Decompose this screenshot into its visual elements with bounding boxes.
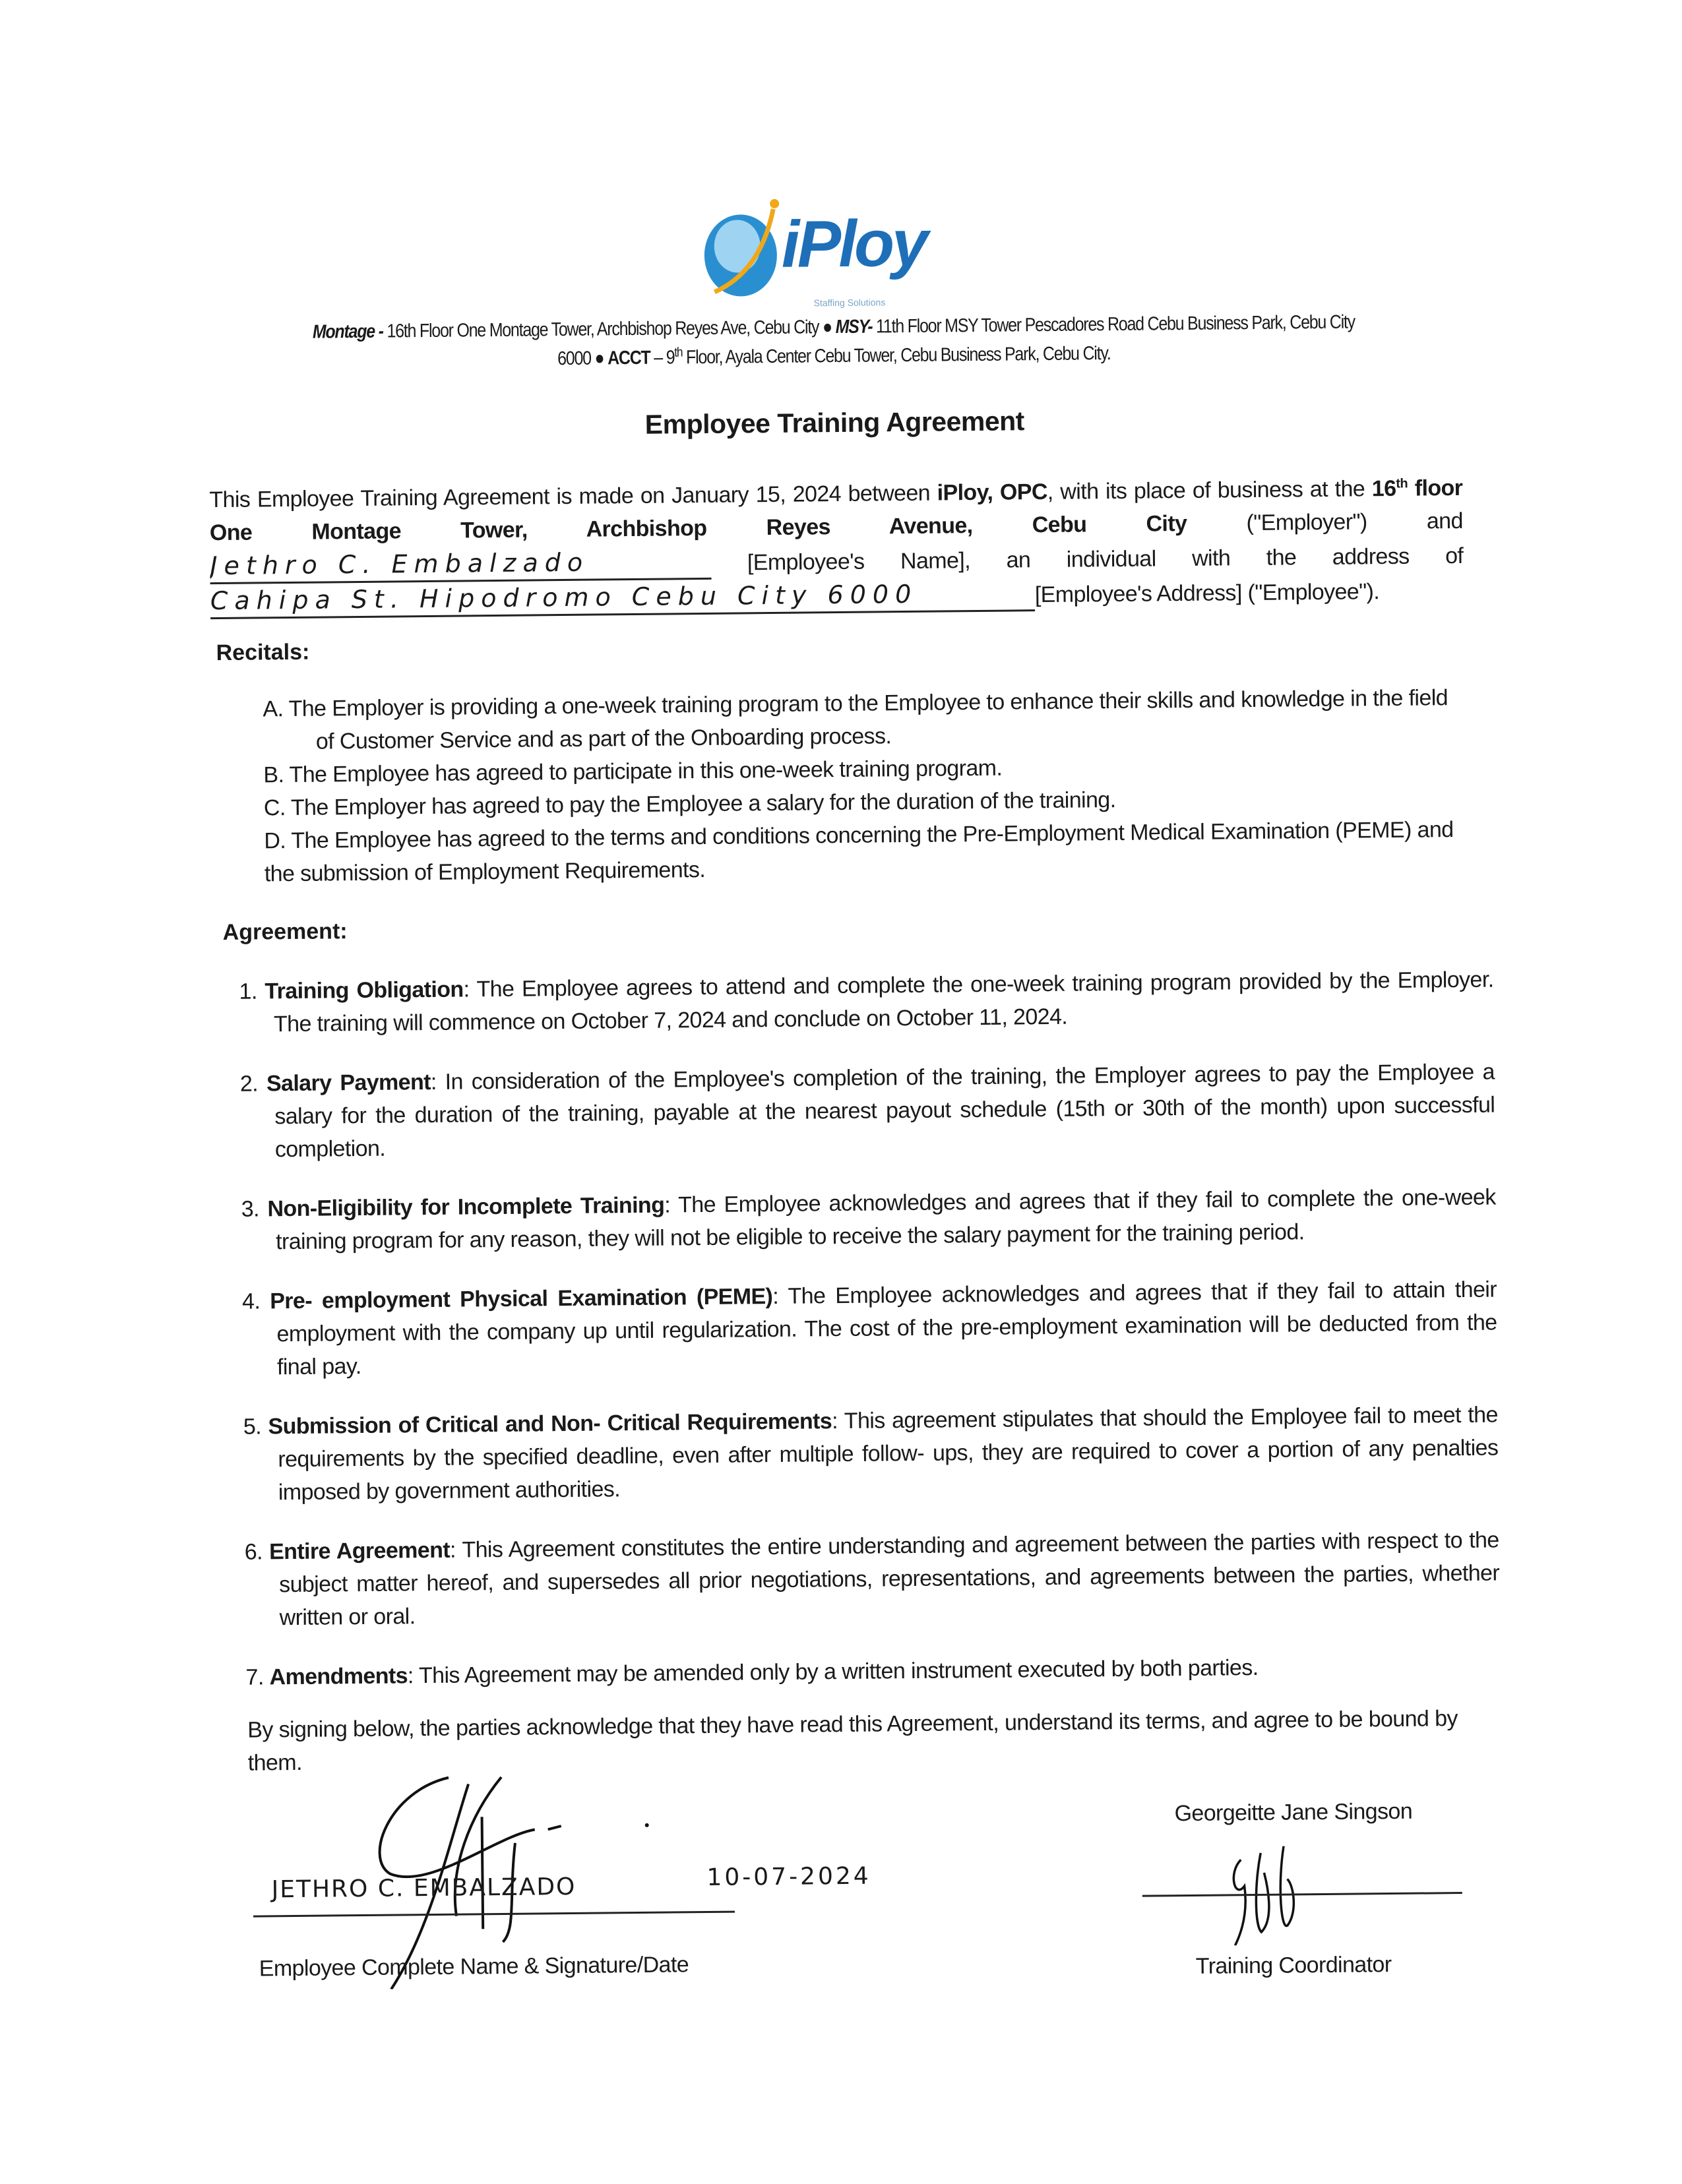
signature-section: [218, 1767, 1513, 2044]
montage-address: 16th Floor One Montage Tower, Archbishop Reyes Ave, Cebu City ●: [383, 317, 836, 342]
item-text: : The Employee acknowledges and agrees that if they fail to attain their employment with the company up until regularization. The cost of the pre-employment examination will be deducted from the final pay.: [276, 1277, 1497, 1380]
msy-address: 11th Floor MSY Tower Pescadores Road Cebu Business Park, Cebu City: [872, 311, 1355, 338]
item-number: 7.: [245, 1664, 264, 1690]
recital-item: B. The Employee has agreed to participate in this one-week training program.: [263, 755, 1003, 788]
item-number: 2.: [239, 1071, 259, 1097]
address-line-2: [281, 339, 1387, 373]
agreement-item: [232, 1398, 1499, 1509]
acct-address-rest: Floor, Ayala Center Cebu Tower, Cebu Business Park, Cebu City.: [682, 343, 1111, 369]
intro-text: [Employee's Address] ("Employee").: [1034, 579, 1380, 608]
item-number: 3.: [241, 1196, 260, 1222]
employee-handwritten-date: 10-07-2024: [706, 1862, 871, 1892]
item-title: Pre- employment Physical Examination (PEME): [270, 1284, 773, 1314]
intro-text: , with its place of business at the: [1047, 476, 1372, 504]
recital-item: A. The Employer is providing a one-week training program to the Employee to enhance their skills and knowledge in the field of Customer Service and as part of the Onboarding process.: [263, 685, 1448, 754]
acct-label: ACCT: [607, 347, 650, 369]
item-text: : This Agreement constitutes the entire understanding and agreement between the parties with respect to the subject matter hereof, and supersedes all prior negotiations, representations, and agreements between the parties, whether written or oral.: [279, 1527, 1500, 1631]
intro-paragraph: [209, 471, 1464, 619]
employee-address-field[interactable]: Cahipa St. Hipodromo Cebu City 6000: [210, 576, 1035, 619]
agreement-item: [227, 963, 1494, 1041]
item-title: Entire Agreement: [268, 1537, 451, 1565]
agreement-item: [230, 1273, 1497, 1383]
item-number: 4.: [241, 1289, 261, 1314]
intro-text: [Employee's Name], an individual with the address of: [711, 543, 1464, 576]
employee-handwritten-name: JETHRO C. EMBALZADO: [271, 1873, 576, 1904]
item-title: Salary Payment: [266, 1069, 431, 1097]
item-title: Submission of Critical and Non- Critical Requirements: [268, 1409, 832, 1440]
agreement-item: [232, 1523, 1499, 1634]
item-text: : This agreement stipulates that should the Employee fail to meet the requirements by the specified deadline, even after multiple follow- ups, they are required to cover a portion of any penalties imposed by government authorities.: [278, 1402, 1499, 1505]
item-title: Amendments: [269, 1663, 408, 1690]
coordinator-name: Georgeitte Jane Singson: [1174, 1798, 1413, 1827]
recital-item: D. The Employee has agreed to the terms and conditions concerning the Pre-Employment Medical Examination (PEME) and the submission of Employment Requirements.: [264, 817, 1454, 887]
company-name: iPloy, OPC: [937, 479, 1047, 506]
montage-label: Montage -: [312, 320, 383, 343]
coordinator-label: Training Coordinator: [1195, 1952, 1392, 1979]
item-number: 6.: [244, 1539, 263, 1565]
recitals-heading: Recitals:: [216, 639, 310, 666]
acct-address: – 9: [650, 347, 675, 369]
item-number: 5.: [243, 1414, 262, 1440]
intro-text: ("Employer") and: [1187, 508, 1463, 536]
agreement-item: [234, 1649, 1500, 1693]
address-line-1: [280, 310, 1386, 344]
intro-text: This Employee Training Agreement is made on January 15, 2024 between: [209, 480, 937, 513]
business-address: 16: [1371, 475, 1396, 502]
agreement-list: [227, 963, 1500, 1693]
agreement-item: [229, 1180, 1496, 1258]
business-address: floor One Montage Tower, Archbishop Reyes Avenue, Cebu City: [209, 475, 1463, 546]
item-title: Training Obligation: [265, 977, 464, 1004]
employee-signature-label: Employee Complete Name & Signature/Date: [259, 1952, 689, 1982]
svg-text:iPloy: iPloy: [781, 206, 927, 282]
item-text: : The Employee agrees to attend and complete the one-week training program provided by the Employer. The training will commence on October 7, 2024 and conclude on October 11, 2024.: [273, 967, 1494, 1037]
superscript: th: [1396, 476, 1408, 491]
agreement-heading: Agreement:: [222, 919, 348, 945]
superscript: th: [674, 345, 683, 360]
item-text: : This Agreement may be amended only by a written instrument executed by both parties.: [407, 1654, 1259, 1689]
page-title: Employee Training Agreement: [644, 406, 1025, 440]
closing-statement: By signing below, the parties acknowledge that they have read this Agreement, understand its terms, and agree to be bound by them.: [247, 1706, 1458, 1776]
item-number: 1.: [239, 979, 257, 1004]
document-body: [205, 471, 1513, 2044]
logo-tagline: Staffing Solutions: [813, 297, 886, 309]
item-text: : The Employee acknowledges and agrees that if they fail to complete the one-week training program for any reason, they will not be eligible to receive the salary payment for the training period.: [276, 1184, 1496, 1255]
recital-item: C. The Employer has agreed to pay the Employee a salary for the duration of the training.: [263, 787, 1116, 821]
iploy-logo: [701, 194, 979, 313]
msy-label: MSY-: [835, 316, 873, 338]
item-text: : In consideration of the Employee's completion of the training, the Employer agrees to pay the Employee a salary for the duration of the training, payable at the nearest payout schedule (15th or 30th of the month) upon successful completion.: [274, 1059, 1495, 1163]
agreement-item: [228, 1055, 1495, 1166]
zip: 6000 ●: [557, 348, 608, 370]
employee-name-field[interactable]: Jethro C. Embalzado: [210, 545, 711, 584]
recitals-list: [263, 681, 1465, 890]
item-title: Non-Eligibility for Incomplete Training: [267, 1192, 665, 1222]
